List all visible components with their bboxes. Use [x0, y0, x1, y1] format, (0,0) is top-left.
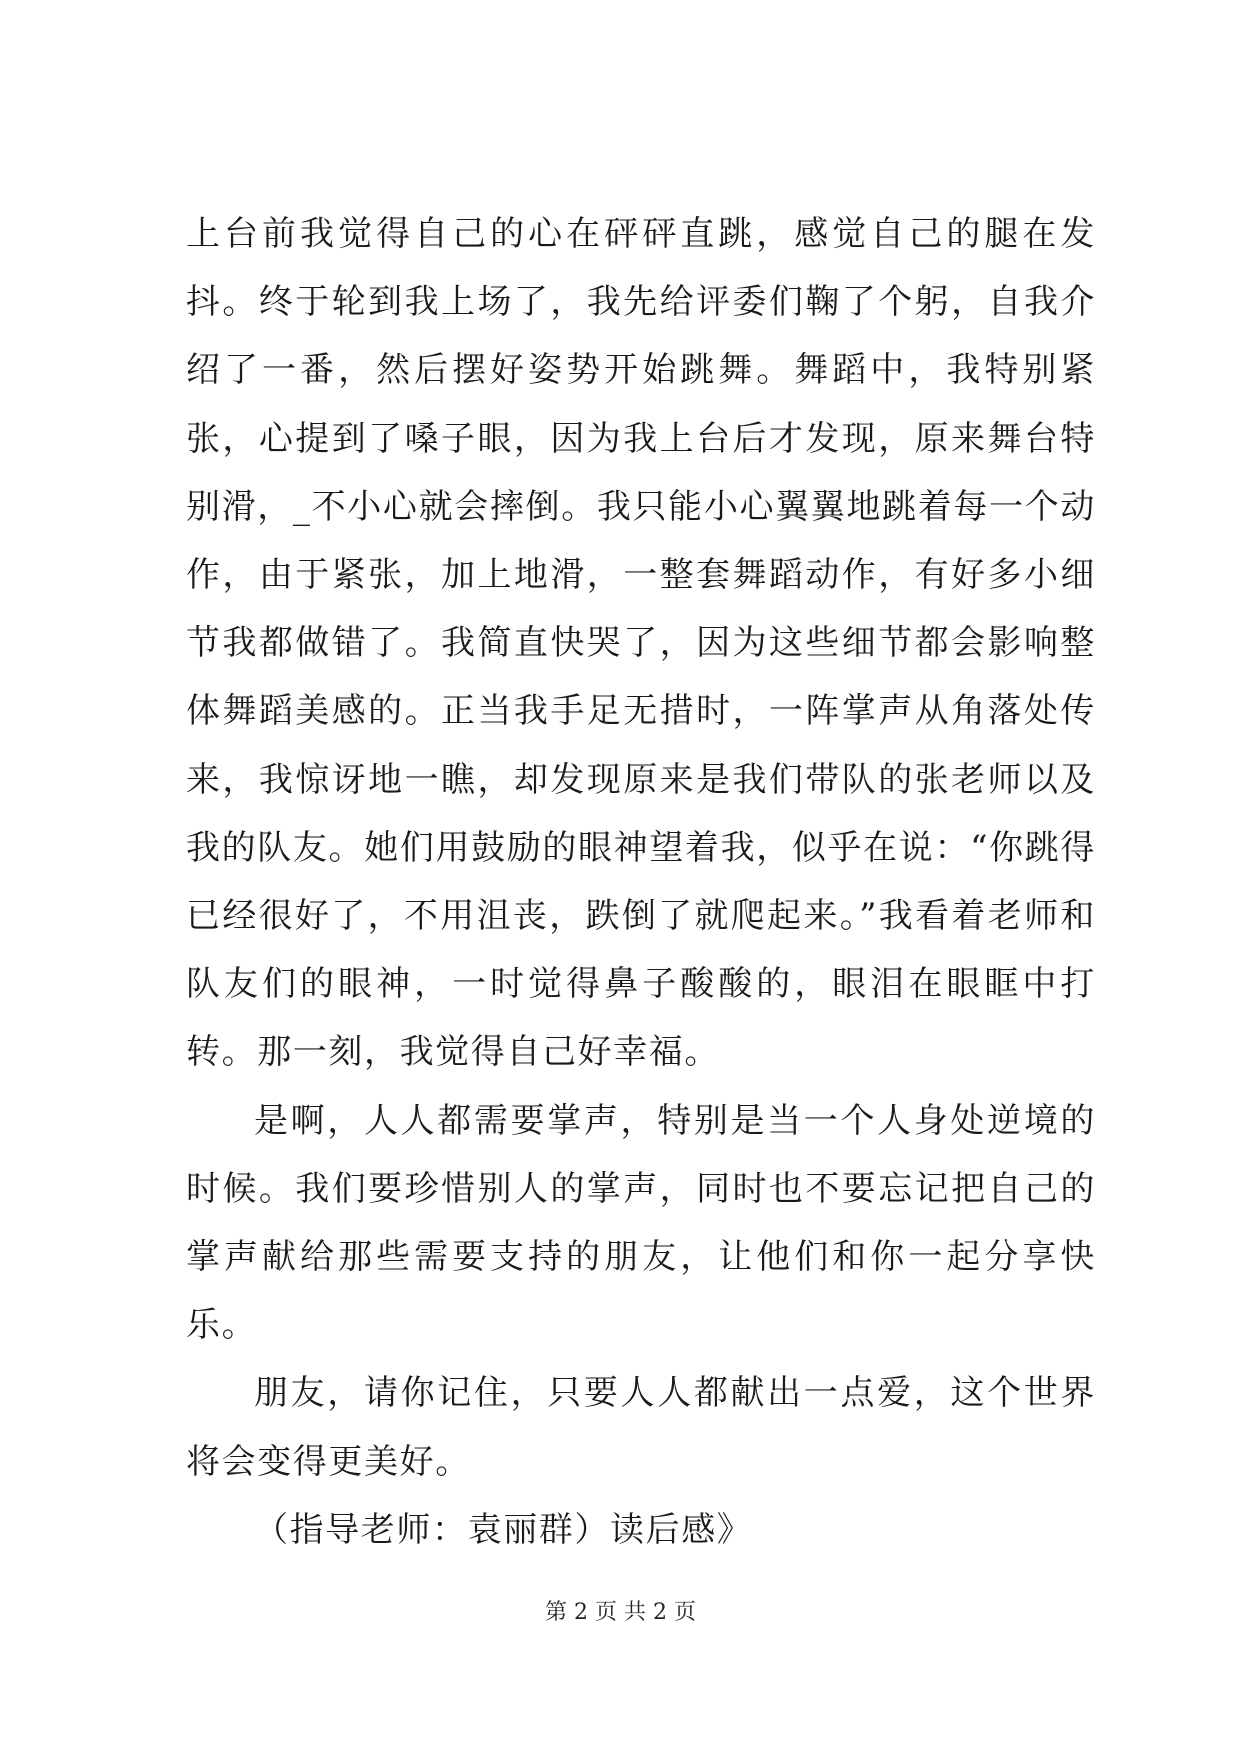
- paragraph-1: 上台前我觉得自己的心在砰砰直跳，感觉自己的腿在发抖。终于轮到我上场了，我先给评委们鞠了个躬，自我介绍了一番，然后摆好姿势开始跳舞。舞蹈中，我特别紧张，心提到了嗓子眼，因为我上台后才发现，原来舞台特别滑，_不小心就会摔倒。我只能小心翼翼地跳着每一个动作，由于紧张，加上地滑，一整套舞蹈动作，有好多小细节我都做错了。我简直快哭了，因为这些细节都会影响整体舞蹈美感的。正当我手足无措时，一阵掌声从角落处传来，我惊讶地一瞧，却发现原来是我们带队的张老师以及我的队友。她们用鼓励的眼神望着我，似乎在说：“你跳得已经很好了，不用沮丧，跌倒了就爬起来。”我看着老师和队友们的眼神，一时觉得鼻子酸酸的，眼泪在眼眶中打转。那一刻，我觉得自己好幸福。: [186, 214, 1096, 1073]
- paragraph-4: （指导老师：袁丽群）读后感》: [254, 1509, 753, 1550]
- document-body: [186, 200, 1096, 1564]
- paragraph-3: 朋友，请你记住，只要人人都献出一点爱，这个世界将会变得更美好。: [186, 1373, 1096, 1482]
- page-number-footer: 第 2 页 共 2 页: [545, 1600, 696, 1625]
- paragraph-2: 是啊，人人都需要掌声，特别是当一个人身处逆境的时候。我们要珍惜别人的掌声，同时也不要忘记把自己的掌声献给那些需要支持的朋友，让他们和你一起分享快乐。: [186, 1100, 1096, 1346]
